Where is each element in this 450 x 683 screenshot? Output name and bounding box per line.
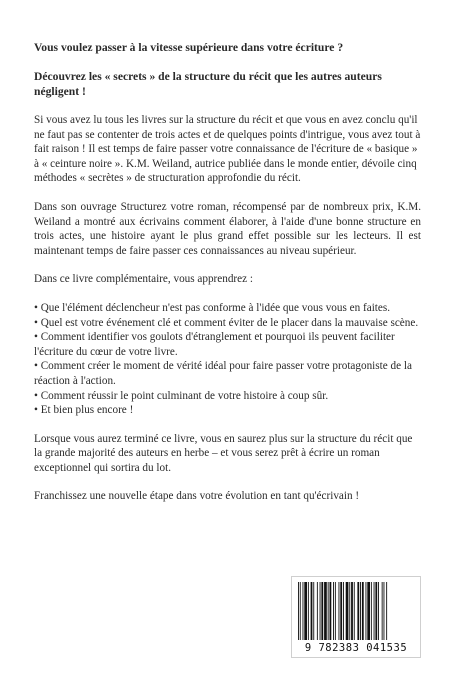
subheadline: Découvrez les « secrets » de la structure du récit que les autres auteurs négligent ! — [34, 70, 382, 98]
list-intro: Dans ce livre complémentaire, vous apprendrez : — [34, 273, 253, 286]
headline: Vous voulez passer à la vitesse supérieure dans votre écriture ? — [34, 41, 344, 54]
barcode-bar — [351, 582, 353, 640]
list-item: • Comment identifier vos goulots d'étranglement et pourquoi ils peuvent faciliter l'écriture du cœur de votre livre. — [34, 331, 395, 358]
closing-line: Franchissez une nouvelle étape dans votre évolution en tant qu'écrivain ! — [34, 490, 360, 503]
barcode-bar — [304, 582, 307, 640]
barcode-bar — [374, 582, 375, 640]
barcode-bar — [335, 582, 336, 640]
barcode-bar — [308, 582, 309, 640]
barcode-bar — [354, 582, 355, 640]
barcode-bar — [339, 582, 340, 640]
barcode-bar — [357, 582, 359, 640]
barcode-bar — [321, 582, 323, 640]
barcode-bar — [317, 582, 318, 640]
barcode-bar — [320, 582, 321, 640]
awards-paragraph: Dans son ouvrage Structurez votre roman, récompensé par de nombreux prix, K.M. Weiland a montré aux écrivains comment élaborer, à l'aide d'une bonne structure en trois actes, une histoire ayant le plus grand effet possible sur les lecteurs. Il est maintenant temps de faire passer ces connaissances au niveau supérieur. — [34, 200, 421, 257]
barcode-bar — [324, 582, 327, 640]
barcode-bar — [367, 582, 370, 640]
intro-paragraph: Si vous avez lu tous les livres sur la structure du récit et que vous en avez conclu qu'il ne faut pas se contenter de trois actes et de quelques points d'intrigue, vous avez tout à fait raison ! Il est temps de faire passer votre connaissance de l'écriture de « basique » à « ceinture noire ». K.M. Weiland, autrice publiée dans le monde entier, dévoile cinq méthodes « secrètes » de structuration approfondie du récit. — [34, 114, 421, 185]
barcode-bar — [384, 582, 385, 640]
barcode-bar — [386, 582, 387, 640]
barcode-bar — [311, 582, 313, 640]
barcode-bar — [303, 582, 304, 640]
barcode-bar — [343, 582, 344, 640]
barcode-bar — [349, 582, 350, 640]
barcode-bar — [340, 582, 342, 640]
list-item: • Comment réussir le point culminant de votre histoire à coup sûr. — [34, 389, 329, 402]
barcode-bar — [382, 582, 383, 640]
list-item: • Comment créer le moment de vérité idéal pour faire passer votre protagoniste de la réaction à l'action. — [34, 360, 412, 387]
isbn-barcode — [291, 576, 421, 658]
barcode-bars — [298, 582, 414, 640]
list-item: • Quel est votre événement clé et comment éviter de le placer dans la mauvaise scène. — [34, 316, 419, 329]
barcode-bar — [362, 582, 364, 640]
barcode-bar — [330, 582, 332, 640]
conclusion-paragraph: Lorsque vous aurez terminé ce livre, vous en saurez plus sur la structure du récit que la grande majorité des auteurs en herbe – et vous serez prêt à écrire un roman exceptionnel qui sortira du lot. — [34, 432, 413, 474]
barcode-bar — [371, 582, 372, 640]
barcode-bar — [346, 582, 349, 640]
list-item: • Et bien plus encore ! — [34, 404, 134, 417]
barcode-bar — [298, 582, 299, 640]
barcode-digits: 9 782383 041535 — [304, 642, 408, 654]
list-item: • Que l'élément déclencheur n'est pas conforme à l'idée que vous vous en faites. — [34, 301, 391, 314]
barcode-bar — [360, 582, 361, 640]
barcode-bar — [333, 582, 334, 640]
barcode-bar — [378, 582, 379, 640]
barcode-bar — [366, 582, 367, 640]
back-cover-text — [34, 40, 421, 504]
benefits-list — [34, 301, 421, 418]
barcode-bar — [300, 582, 301, 640]
barcode-bar — [375, 582, 377, 640]
barcode-bar — [328, 582, 329, 640]
barcode-bar — [313, 582, 314, 640]
